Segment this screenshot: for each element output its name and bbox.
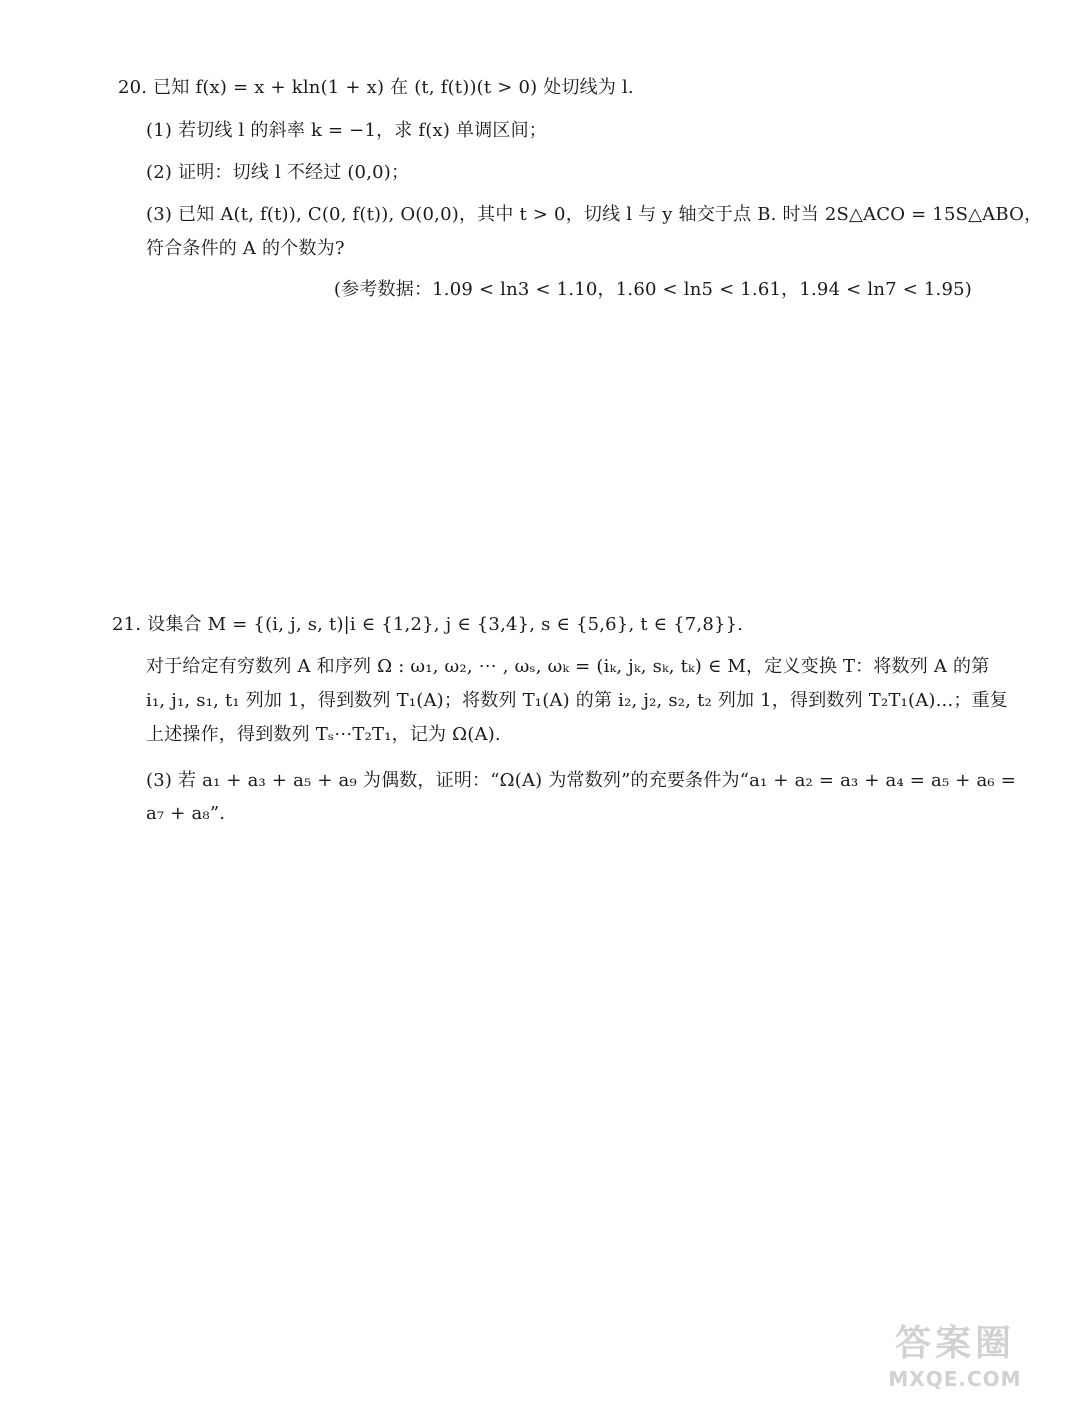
q21-part3-line2: a₇ + a₈”. (146, 803, 226, 824)
q20-part3-line2: 符合条件的 A 的个数为? (146, 238, 345, 259)
watermark (870, 1322, 1040, 1402)
watermark-logo: 答案圈 (894, 1323, 1015, 1364)
q20-part1: (1) 若切线 l 的斜率 k = −1，求 f(x) 单调区间； (146, 120, 548, 141)
q20-part2: (2) 证明：切线 l 不经过 (0,0)； (146, 162, 410, 183)
q21-stem: 21. 设集合 M = {(i, j, s, t)|i ∈ {1,2}, j ∈ {3,4}, s ∈ {5,6}, t ∈ {7,8}}. (112, 614, 744, 635)
q20-stem: 20. 已知 f(x) = x + kln(1 + x) 在 (t, f(t))(t > 0) 处切线为 l. (118, 77, 634, 98)
q20-part3-line1: (3) 已知 A(t, f(t)), C(0, f(t)), O(0,0)，其中 t > 0，切线 l 与 y 轴交于点 B. 时当 2S△ACO = 15S△ABO， (146, 204, 1043, 225)
watermark-url: MXQE.COM (888, 1367, 1022, 1391)
q21-para-line3: 上述操作，得到数列 Tₛ⋯T₂T₁，记为 Ω(A). (146, 724, 501, 745)
q21-part3-line1: (3) 若 a₁ + a₃ + a₅ + a₉ 为偶数，证明：“Ω(A) 为常数列”的充要条件为“a₁ + a₂ = a₃ + a₄ = a₅ + a₆ = (146, 770, 1017, 791)
q20-reference-data: (参考数据：1.09 < ln3 < 1.10，1.60 < ln5 < 1.61，1.94 < ln7 < 1.95) (333, 279, 972, 300)
q21-para-line1: 对于给定有穷数列 A 和序列 Ω : ω₁, ω₂, ⋯ , ωₛ, ωₖ = (iₖ, jₖ, sₖ, tₖ) ∈ M，定义变换 T：将数列 A 的第 (146, 656, 990, 677)
q21-para-line2: i₁, j₁, s₁, t₁ 列加 1，得到数列 T₁(A)；将数列 T₁(A) 的第 i₂, j₂, s₂, t₂ 列加 1，得到数列 T₂T₁(A)...；重复 (146, 690, 1008, 711)
